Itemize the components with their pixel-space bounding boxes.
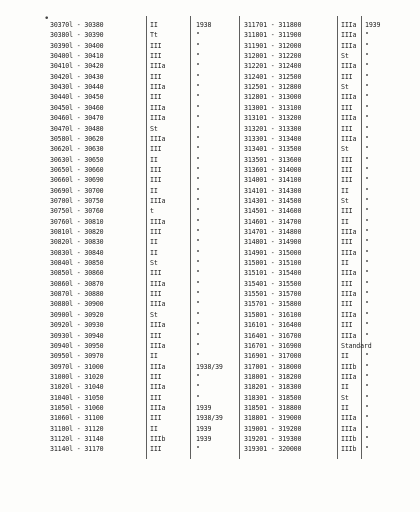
- serial-range: 30840l - 30850: [50, 259, 104, 268]
- serial-range: 314001 - 314100: [244, 176, 302, 185]
- serial-range: 30380l - 30390: [50, 31, 104, 40]
- serial-range: 30390l - 30400: [50, 41, 104, 50]
- grade-code: IIIa: [150, 362, 166, 371]
- grade-code: III: [341, 72, 353, 81]
- serial-range: 314101 - 314300: [244, 186, 302, 195]
- grade-code: III: [150, 145, 162, 154]
- year-value: ": [365, 155, 369, 164]
- year-value: ": [196, 83, 200, 92]
- grade-code: II: [341, 217, 349, 226]
- year-value: ": [365, 217, 369, 226]
- grade-code: IIIa: [341, 31, 357, 40]
- year-value: ": [365, 83, 369, 92]
- grade-code: IIIa: [150, 321, 166, 330]
- grade-code: IIIa: [341, 93, 357, 102]
- serial-range: 318001 - 318200: [244, 372, 302, 381]
- serial-range: 30940l - 30950: [50, 341, 104, 350]
- serial-range: 311701 - 311800: [244, 21, 302, 29]
- grade-code: IIIb: [150, 435, 166, 443]
- grade-code: St: [341, 196, 349, 205]
- grade-code: IIIa: [150, 114, 166, 123]
- year-value: ": [365, 435, 369, 443]
- grade-code: III: [341, 165, 353, 174]
- grade-code: IIIa: [150, 403, 166, 412]
- year-value: 1939: [196, 403, 212, 412]
- year-value: 1938/39: [196, 414, 223, 423]
- grade-code: St: [341, 52, 349, 61]
- serial-range: 315001 - 315100: [244, 259, 302, 268]
- year-value: ": [365, 352, 369, 361]
- grade-code: II: [150, 238, 158, 247]
- serial-range: 30970l - 31000: [50, 362, 104, 371]
- serial-range: 30750l - 30760: [50, 207, 104, 216]
- year-value: ": [196, 196, 200, 205]
- grade-code: St: [341, 145, 349, 154]
- grade-code: IIIa: [341, 310, 357, 319]
- grade-code: III: [341, 155, 353, 164]
- serial-range: 30900l - 30920: [50, 310, 104, 319]
- column-rule: [337, 16, 338, 459]
- grade-code: IIIa: [150, 134, 166, 143]
- year-value: ": [196, 300, 200, 309]
- year-value: ": [365, 279, 369, 288]
- year-value: ": [365, 124, 369, 133]
- serial-range: 30580l - 30620: [50, 134, 104, 143]
- year-value: ": [196, 155, 200, 164]
- year-value: 1938: [196, 21, 212, 29]
- grade-code: III: [150, 393, 162, 402]
- year-value: ": [196, 248, 200, 257]
- year-value: ": [196, 352, 200, 361]
- serial-range: 30630l - 30650: [50, 155, 104, 164]
- grade-code: IIIb: [341, 435, 357, 443]
- grade-code: III: [150, 72, 162, 81]
- serial-range: 30950l - 30970: [50, 352, 104, 361]
- grade-code: II: [341, 383, 349, 392]
- grade-code: III: [341, 321, 353, 330]
- grade-code: III: [150, 176, 162, 185]
- serial-range: 318301 - 318500: [244, 393, 302, 402]
- serial-range: 30440l - 30450: [50, 93, 104, 102]
- grade-code: II: [150, 186, 158, 195]
- serial-range: 30820l - 30830: [50, 238, 104, 247]
- year-value: ": [365, 145, 369, 154]
- grade-code: IIIa: [341, 134, 357, 143]
- year-value: ": [365, 165, 369, 174]
- year-value: ": [365, 103, 369, 112]
- grade-code: IIIa: [341, 21, 357, 29]
- serial-range: 318201 - 318300: [244, 383, 302, 392]
- serial-range: 312501 - 312800: [244, 83, 302, 92]
- year-value: ": [365, 31, 369, 40]
- serial-range: 31000l - 31020: [50, 372, 104, 381]
- serial-range: 313001 - 313100: [244, 103, 302, 112]
- grade-code: III: [150, 165, 162, 174]
- serial-range: 30460l - 30470: [50, 114, 104, 123]
- grade-code: II: [150, 155, 158, 164]
- serial-range: 30370l - 30380: [50, 21, 104, 29]
- year-value: ": [196, 134, 200, 143]
- grade-code: t: [150, 207, 154, 216]
- year-value: ": [365, 383, 369, 392]
- serial-range: 30650l - 30660: [50, 165, 104, 174]
- year-value: ": [196, 269, 200, 278]
- year-value: ": [365, 331, 369, 340]
- year-value: ": [196, 341, 200, 350]
- grade-code: St: [341, 83, 349, 92]
- year-value: ": [365, 207, 369, 216]
- serial-range: 314501 - 314600: [244, 207, 302, 216]
- year-value: 1939: [365, 21, 381, 29]
- serial-range: 319201 - 319300: [244, 435, 302, 443]
- year-value: ": [196, 372, 200, 381]
- serial-range: 30450l - 30460: [50, 103, 104, 112]
- serial-range: 30400l - 30410: [50, 52, 104, 61]
- year-value: ": [196, 207, 200, 216]
- grade-code: IIIa: [341, 290, 357, 299]
- serial-range: 31040l - 31050: [50, 393, 104, 402]
- year-value: ": [365, 424, 369, 433]
- grade-code: Tt: [150, 31, 158, 40]
- grade-code: St: [150, 124, 158, 133]
- serial-range: 313301 - 313400: [244, 134, 302, 143]
- serial-range: 312401 - 312500: [244, 72, 302, 81]
- year-value: ": [365, 259, 369, 268]
- grade-code: St: [150, 259, 158, 268]
- grade-code: III: [150, 414, 162, 423]
- year-value: ": [196, 31, 200, 40]
- year-value: ": [365, 238, 369, 247]
- year-value: ": [365, 300, 369, 309]
- year-value: ": [196, 62, 200, 71]
- grade-code: IIIa: [150, 341, 166, 350]
- year-value: ": [196, 217, 200, 226]
- serial-range: 30920l - 30930: [50, 321, 104, 330]
- year-value: ": [365, 372, 369, 381]
- year-value: ": [196, 103, 200, 112]
- serial-range: 315501 - 315700: [244, 290, 302, 299]
- grade-code: IIIa: [341, 62, 357, 71]
- serial-range: 311901 - 312000: [244, 41, 302, 50]
- year-value: 1939: [196, 424, 212, 433]
- grade-code: IIIb: [341, 445, 357, 454]
- grade-code: IIIa: [341, 414, 357, 423]
- grade-code: III: [341, 207, 353, 216]
- column-rule: [239, 16, 240, 459]
- grade-code: III: [150, 93, 162, 102]
- serial-range: 318501 - 318800: [244, 403, 302, 412]
- grade-code: III: [150, 41, 162, 50]
- serial-range: 311801 - 311900: [244, 31, 302, 40]
- year-value: ": [196, 228, 200, 236]
- serial-range: 30760l - 30810: [50, 217, 104, 226]
- serial-range: 312201 - 312400: [244, 62, 302, 71]
- serial-range: 314301 - 314500: [244, 196, 302, 205]
- serial-range: 316901 - 317000: [244, 352, 302, 361]
- serial-range: 314801 - 314900: [244, 238, 302, 247]
- year-value: ": [196, 393, 200, 402]
- column-rule: [361, 16, 362, 459]
- serial-range: 317001 - 318000: [244, 362, 302, 371]
- grade-code: II: [150, 248, 158, 257]
- grade-code: III: [150, 290, 162, 299]
- grade-code: IIIa: [341, 41, 357, 50]
- serial-range: 30470l - 30480: [50, 124, 104, 133]
- grade-code: IIIa: [341, 228, 357, 236]
- year-value: ": [365, 362, 369, 371]
- year-value: ": [196, 331, 200, 340]
- grade-code: IIIa: [150, 83, 166, 92]
- grade-code: III: [150, 445, 162, 454]
- serial-range: 313501 - 313600: [244, 155, 302, 164]
- serial-range: 314601 - 314700: [244, 217, 302, 226]
- serial-range: 315401 - 315500: [244, 279, 302, 288]
- grade-code: II: [341, 352, 349, 361]
- year-value: ": [365, 445, 369, 454]
- grade-code: II: [150, 352, 158, 361]
- year-value: ": [196, 52, 200, 61]
- year-value: ": [365, 403, 369, 412]
- grade-code: Standard: [341, 341, 372, 350]
- grade-code: II: [341, 403, 349, 412]
- year-value: ": [365, 290, 369, 299]
- serial-range: 30690l - 30700: [50, 186, 104, 195]
- year-value: ": [196, 165, 200, 174]
- grade-code: IIIa: [150, 103, 166, 112]
- year-value: ": [196, 290, 200, 299]
- serial-range: 315701 - 315800: [244, 300, 302, 309]
- grade-code: St: [341, 393, 349, 402]
- grade-code: IIIa: [150, 62, 166, 71]
- serial-range: 313201 - 313300: [244, 124, 302, 133]
- grade-code: IIIa: [150, 217, 166, 226]
- serial-range: 30620l - 30630: [50, 145, 104, 154]
- column-rule: [190, 16, 191, 459]
- year-value: ": [196, 259, 200, 268]
- column-rule: [146, 16, 147, 459]
- year-value: ": [196, 383, 200, 392]
- year-value: ": [365, 41, 369, 50]
- serial-range: 315801 - 316100: [244, 310, 302, 319]
- serial-range: 31120l - 31140: [50, 435, 104, 443]
- serial-range: 31050l - 31060: [50, 403, 104, 412]
- year-value: ": [196, 72, 200, 81]
- year-value: ": [365, 62, 369, 71]
- grade-code: II: [150, 21, 158, 29]
- grade-code: II: [341, 259, 349, 268]
- serial-range: 30410l - 30420: [50, 62, 104, 71]
- year-value: ": [365, 321, 369, 330]
- serial-range: 314701 - 314800: [244, 228, 302, 236]
- grade-code: III: [341, 279, 353, 288]
- serial-range: 316101 - 316400: [244, 321, 302, 330]
- year-value: ": [365, 176, 369, 185]
- year-value: ": [365, 196, 369, 205]
- serial-range: 30810l - 30820: [50, 228, 104, 236]
- grade-code: IIIa: [341, 114, 357, 123]
- grade-code: IIIa: [150, 196, 166, 205]
- serial-range: 315101 - 315400: [244, 269, 302, 278]
- grade-code: III: [150, 331, 162, 340]
- grade-code: III: [341, 103, 353, 112]
- year-value: ": [196, 124, 200, 133]
- hole-punch-mark: •: [44, 14, 50, 24]
- grade-code: IIIa: [341, 372, 357, 381]
- year-value: ": [196, 114, 200, 123]
- grade-code: St: [150, 310, 158, 319]
- year-value: ": [365, 186, 369, 195]
- serial-range: 31060l - 31100: [50, 414, 104, 423]
- serial-range: 30430l - 30440: [50, 83, 104, 92]
- year-value: ": [365, 414, 369, 423]
- serial-range: 30850l - 30860: [50, 269, 104, 278]
- grade-code: IIIa: [341, 424, 357, 433]
- grade-code: III: [341, 300, 353, 309]
- serial-range: 312801 - 313000: [244, 93, 302, 102]
- year-value: ": [365, 72, 369, 81]
- grade-code: III: [341, 238, 353, 247]
- grade-code: III: [150, 52, 162, 61]
- year-value: 1939: [196, 435, 212, 443]
- serial-range: 318801 - 319000: [244, 414, 302, 423]
- serial-range: 319001 - 319200: [244, 424, 302, 433]
- serial-range: 319301 - 320000: [244, 445, 302, 454]
- serial-range: 30880l - 30900: [50, 300, 104, 309]
- grade-code: IIIa: [150, 383, 166, 392]
- year-value: ": [196, 186, 200, 195]
- year-value: ": [365, 114, 369, 123]
- year-value: ": [196, 321, 200, 330]
- serial-range: 30870l - 30880: [50, 290, 104, 299]
- year-value: ": [196, 238, 200, 247]
- serial-range: 314901 - 315000: [244, 248, 302, 257]
- serial-range: 316701 - 316900: [244, 341, 302, 350]
- year-value: 1938/39: [196, 362, 223, 371]
- year-value: ": [196, 41, 200, 50]
- year-value: ": [196, 445, 200, 454]
- serial-range: 30700l - 30750: [50, 196, 104, 205]
- year-value: ": [196, 145, 200, 154]
- year-value: ": [196, 279, 200, 288]
- serial-range: 313601 - 314000: [244, 165, 302, 174]
- grade-code: IIIa: [341, 331, 357, 340]
- serial-range: 30420l - 30430: [50, 72, 104, 81]
- serial-range: 312001 - 312200: [244, 52, 302, 61]
- grade-code: II: [150, 424, 158, 433]
- year-value: ": [365, 393, 369, 402]
- serial-range: 30860l - 30870: [50, 279, 104, 288]
- serial-range: 313101 - 313200: [244, 114, 302, 123]
- grade-code: III: [150, 269, 162, 278]
- grade-code: II: [341, 186, 349, 195]
- grade-code: IIIa: [150, 300, 166, 309]
- serial-range: 30930l - 30940: [50, 331, 104, 340]
- serial-range: 31020l - 31040: [50, 383, 104, 392]
- grade-code: III: [341, 176, 353, 185]
- grade-code: IIIb: [341, 362, 357, 371]
- year-value: ": [365, 93, 369, 102]
- serial-range: 313401 - 313500: [244, 145, 302, 154]
- year-value: ": [196, 310, 200, 319]
- grade-code: IIIa: [341, 248, 357, 257]
- year-value: ": [365, 248, 369, 257]
- year-value: ": [365, 134, 369, 143]
- year-value: ": [365, 310, 369, 319]
- year-value: ": [196, 176, 200, 185]
- year-value: ": [365, 269, 369, 278]
- year-value: ": [196, 93, 200, 102]
- grade-code: IIIa: [150, 279, 166, 288]
- grade-code: IIIa: [341, 269, 357, 278]
- grade-code: III: [150, 228, 162, 236]
- year-value: ": [365, 52, 369, 61]
- grade-code: III: [150, 372, 162, 381]
- serial-range: 30830l - 30840: [50, 248, 104, 257]
- grade-code: III: [341, 124, 353, 133]
- serial-range: 31140l - 31170: [50, 445, 104, 454]
- serial-range: 31100l - 31120: [50, 424, 104, 433]
- year-value: ": [365, 228, 369, 236]
- serial-range: 30660l - 30690: [50, 176, 104, 185]
- serial-range: 316401 - 316700: [244, 331, 302, 340]
